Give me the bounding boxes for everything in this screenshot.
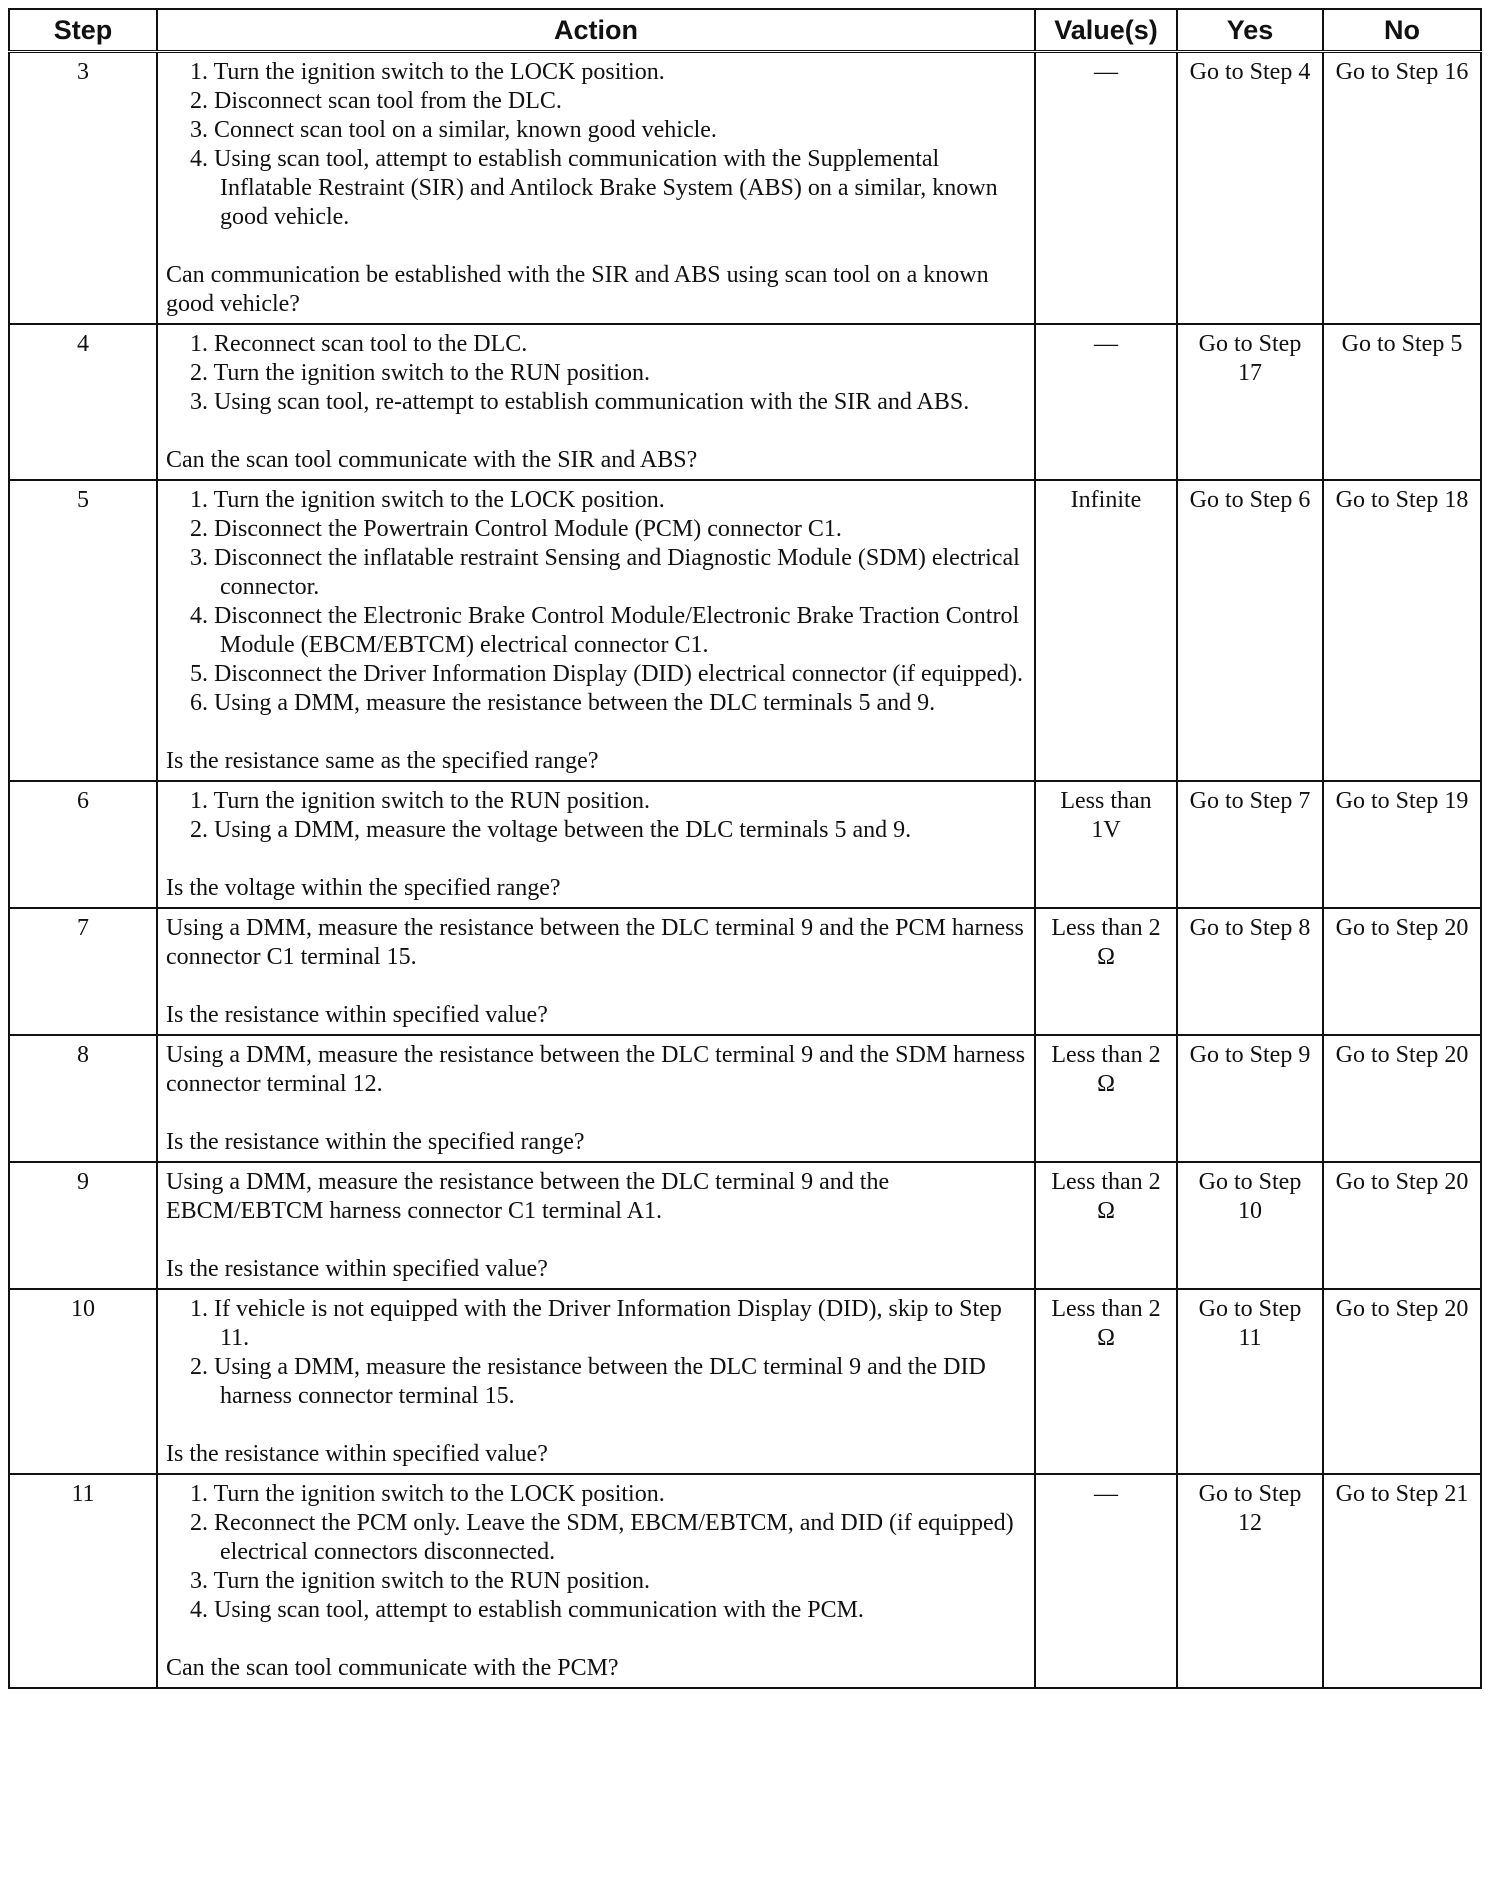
action-question: Can communication be established with the SIR and ABS using scan tool on a known good vehicle? xyxy=(166,262,989,317)
substep: 1. Reconnect scan tool to the DLC. xyxy=(190,331,528,357)
substep: 4. Disconnect the Electronic Brake Control Module/Electronic Brake Traction Control Module (EBCM/EBTCM) electrical connector C1. xyxy=(190,603,1020,658)
step-number: 5 xyxy=(9,480,157,781)
substep: 6. Using a DMM, measure the resistance between the DLC terminals 5 and 9. xyxy=(190,690,936,716)
action-cell xyxy=(157,324,1035,480)
table-row xyxy=(9,1474,1481,1688)
substep: 2. Using a DMM, measure the voltage between the DLC terminals 5 and 9. xyxy=(190,817,912,843)
action-question: Is the resistance within specified value? xyxy=(166,1441,548,1467)
diagnostic-table-container xyxy=(8,8,1480,1689)
action-cell xyxy=(157,1162,1035,1289)
substep-list xyxy=(166,1480,1026,1625)
table-row xyxy=(9,1162,1481,1289)
action-text: Using a DMM, measure the resistance between the DLC terminal 9 and the SDM harness connector terminal 12. xyxy=(166,1042,1026,1097)
yes-cell: Go to Step 12 xyxy=(1177,1474,1323,1688)
yes-cell: Go to Step 7 xyxy=(1177,781,1323,908)
step-number: 3 xyxy=(9,52,157,325)
action-question: Can the scan tool communicate with the PCM? xyxy=(166,1655,619,1681)
value-cell: — xyxy=(1035,52,1177,325)
action-question: Is the resistance within the specified range? xyxy=(166,1129,585,1155)
substep: 3. Disconnect the inflatable restraint Sensing and Diagnostic Module (SDM) electrical connector. xyxy=(190,545,1020,600)
substep: 2. Turn the ignition switch to the RUN position. xyxy=(190,360,651,386)
action-cell xyxy=(157,1035,1035,1162)
action-question: Is the resistance same as the specified range? xyxy=(166,748,599,774)
table-body xyxy=(9,52,1481,1689)
substep-list xyxy=(166,486,1026,718)
value-cell: Less than 2 Ω xyxy=(1035,908,1177,1035)
action-text: Using a DMM, measure the resistance between the DLC terminal 9 and the PCM harness connector C1 terminal 15. xyxy=(166,915,1024,970)
substep: 4. Using scan tool, attempt to establish communication with the Supplemental Inflatable Restraint (SIR) and Antilock Brake System (ABS) on a similar, known good vehicle. xyxy=(190,146,998,230)
action-question: Is the resistance within specified value? xyxy=(166,1256,548,1282)
value-cell: — xyxy=(1035,324,1177,480)
yes-cell: Go to Step 6 xyxy=(1177,480,1323,781)
action-cell xyxy=(157,1289,1035,1474)
value-cell: Infinite xyxy=(1035,480,1177,781)
action-cell xyxy=(157,908,1035,1035)
no-cell: Go to Step 20 xyxy=(1323,1162,1481,1289)
table-row xyxy=(9,324,1481,480)
header-action: Action xyxy=(157,9,1035,52)
substep: 3. Turn the ignition switch to the RUN position. xyxy=(190,1568,651,1594)
value-cell: Less than 1V xyxy=(1035,781,1177,908)
substep: 1. If vehicle is not equipped with the Driver Information Display (DID), skip to Step 11. xyxy=(190,1296,1002,1351)
yes-cell: Go to Step 10 xyxy=(1177,1162,1323,1289)
substep: 3. Using scan tool, re-attempt to establish communication with the SIR and ABS. xyxy=(190,389,970,415)
table-row xyxy=(9,480,1481,781)
no-cell: Go to Step 18 xyxy=(1323,480,1481,781)
substep-list xyxy=(166,330,1026,417)
substep: 1. Turn the ignition switch to the LOCK position. xyxy=(190,487,665,513)
header-no: No xyxy=(1323,9,1481,52)
substep: 2. Using a DMM, measure the resistance between the DLC terminal 9 and the DID harness connector terminal 15. xyxy=(190,1354,986,1409)
action-cell xyxy=(157,1474,1035,1688)
yes-cell: Go to Step 17 xyxy=(1177,324,1323,480)
substep: 1. Turn the ignition switch to the RUN position. xyxy=(190,788,651,814)
value-cell: Less than 2 Ω xyxy=(1035,1035,1177,1162)
table-row xyxy=(9,1035,1481,1162)
action-cell xyxy=(157,781,1035,908)
substep-list xyxy=(166,1295,1026,1411)
yes-cell: Go to Step 11 xyxy=(1177,1289,1323,1474)
substep: 1. Turn the ignition switch to the LOCK position. xyxy=(190,59,665,85)
value-cell: Less than 2 Ω xyxy=(1035,1162,1177,1289)
no-cell: Go to Step 16 xyxy=(1323,52,1481,325)
no-cell: Go to Step 20 xyxy=(1323,1035,1481,1162)
substep-list xyxy=(166,787,1026,845)
substep: 2. Disconnect the Powertrain Control Module (PCM) connector C1. xyxy=(190,516,842,542)
action-question: Is the voltage within the specified range? xyxy=(166,875,561,901)
step-number: 7 xyxy=(9,908,157,1035)
action-cell xyxy=(157,480,1035,781)
diagnostic-table xyxy=(8,8,1482,1689)
header-value: Value(s) xyxy=(1035,9,1177,52)
substep: 2. Disconnect scan tool from the DLC. xyxy=(190,88,562,114)
substep-list xyxy=(166,58,1026,232)
table-row xyxy=(9,52,1481,325)
action-text: Using a DMM, measure the resistance between the DLC terminal 9 and the EBCM/EBTCM harness connector C1 terminal A1. xyxy=(166,1169,890,1224)
step-number: 8 xyxy=(9,1035,157,1162)
value-cell: Less than 2 Ω xyxy=(1035,1289,1177,1474)
substep: 3. Connect scan tool on a similar, known good vehicle. xyxy=(190,117,717,143)
substep: 2. Reconnect the PCM only. Leave the SDM, EBCM/EBTCM, and DID (if equipped) electrical connectors disconnected. xyxy=(190,1510,1014,1565)
step-number: 10 xyxy=(9,1289,157,1474)
value-cell: — xyxy=(1035,1474,1177,1688)
yes-cell: Go to Step 8 xyxy=(1177,908,1323,1035)
action-question: Can the scan tool communicate with the SIR and ABS? xyxy=(166,447,698,473)
table-header xyxy=(9,9,1481,52)
step-number: 4 xyxy=(9,324,157,480)
substep: 1. Turn the ignition switch to the LOCK position. xyxy=(190,1481,665,1507)
action-cell xyxy=(157,52,1035,325)
substep: 5. Disconnect the Driver Information Display (DID) electrical connector (if equipped). xyxy=(190,661,1024,687)
header-step: Step xyxy=(9,9,157,52)
table-row xyxy=(9,1289,1481,1474)
no-cell: Go to Step 19 xyxy=(1323,781,1481,908)
header-row xyxy=(9,9,1481,52)
no-cell: Go to Step 5 xyxy=(1323,324,1481,480)
step-number: 6 xyxy=(9,781,157,908)
substep: 4. Using scan tool, attempt to establish communication with the PCM. xyxy=(190,1597,864,1623)
no-cell: Go to Step 20 xyxy=(1323,1289,1481,1474)
step-number: 9 xyxy=(9,1162,157,1289)
step-number: 11 xyxy=(9,1474,157,1688)
yes-cell: Go to Step 9 xyxy=(1177,1035,1323,1162)
no-cell: Go to Step 20 xyxy=(1323,908,1481,1035)
yes-cell: Go to Step 4 xyxy=(1177,52,1323,325)
action-question: Is the resistance within specified value? xyxy=(166,1002,548,1028)
header-yes: Yes xyxy=(1177,9,1323,52)
table-row xyxy=(9,908,1481,1035)
no-cell: Go to Step 21 xyxy=(1323,1474,1481,1688)
table-row xyxy=(9,781,1481,908)
